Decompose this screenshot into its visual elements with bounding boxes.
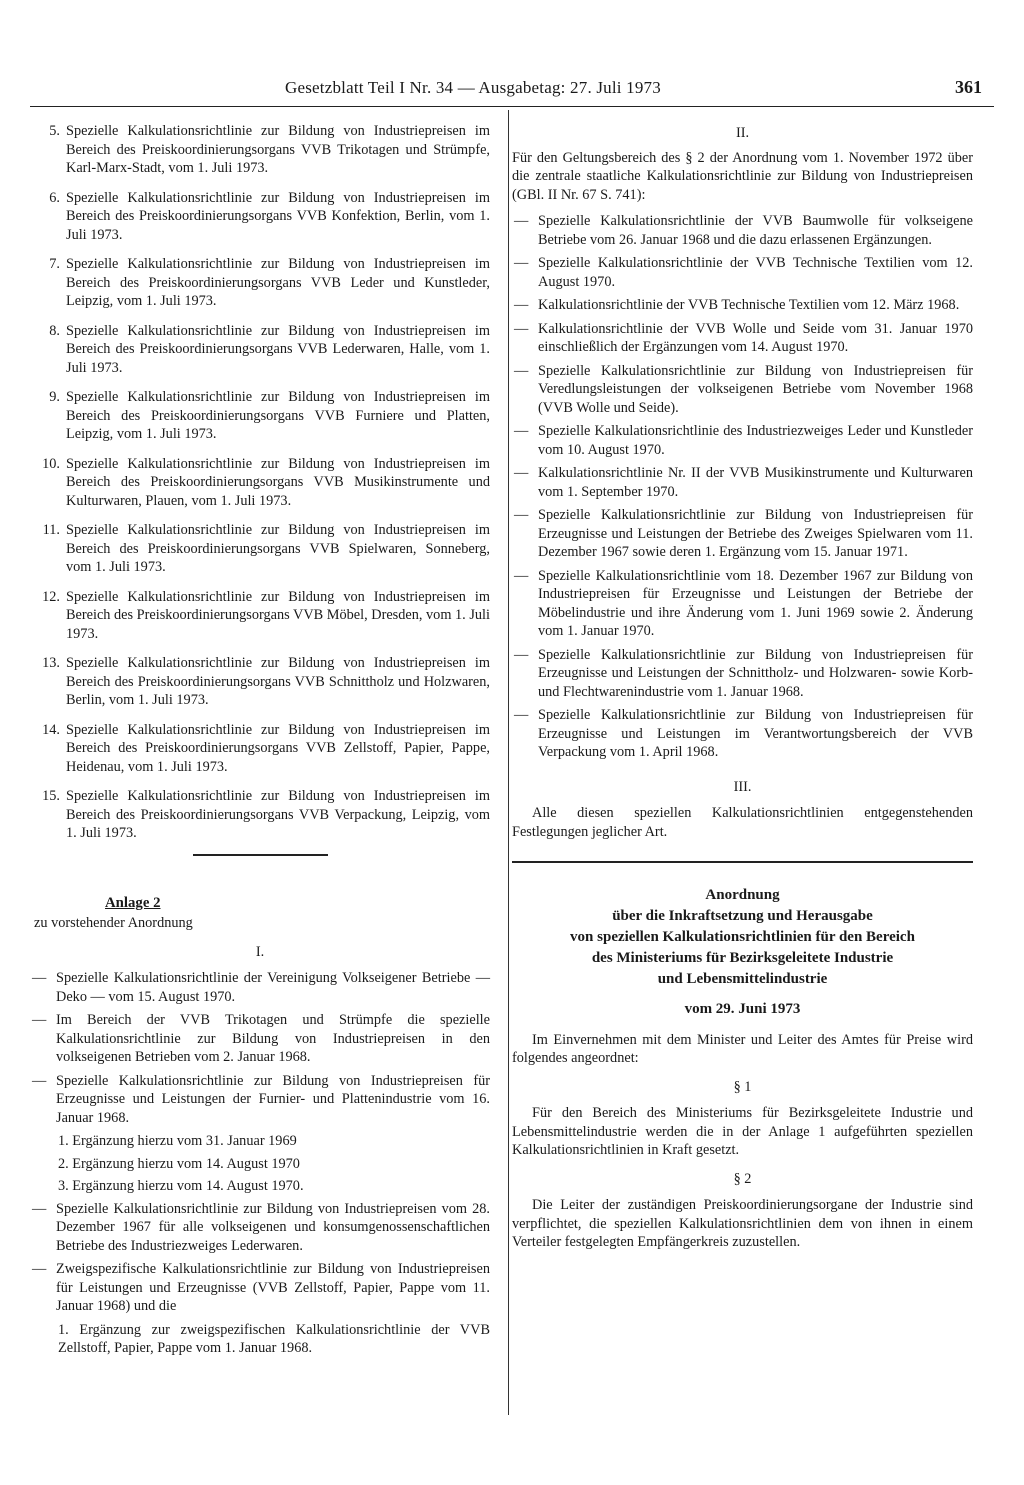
list-item [30,189,490,245]
right-column [512,122,973,1258]
paragraph-2-text: Die Leiter der zuständigen Preiskoordinierungsorgane der Industrie sind verpflichtet, die speziellen Kalkulationsrichtlinien dem von ihnen in einem Verteiler festgelegten Empfängerkreis zuzustellen. [512,1197,973,1250]
list-item: — Zweigspezifische Kalkulationsrichtlinie zur Bildung von Industriepreisen für Leistungen und Erzeugnisse (VVB Zellstoff, Papier, Pappe vom 11. Januar 1968) und die [32,1261,490,1314]
item-text: Im Bereich der VVB Trikotagen und Strümpfe die spezielle Kalkulationsrichtlinie zur Bildung von Industriepreisen in den volkseigenen Betrieben vom 2. Januar 1968. [56,1012,490,1065]
sub-item: 1. Ergänzung hierzu vom 31. Januar 1969 [58,1133,297,1149]
item-text: Spezielle Kalkulationsrichtlinie des Industriezweiges Leder und Kunstleder vom 10. August 1970. [538,423,973,458]
document-date: vom 29. Juni 1973 [684,1001,801,1017]
item-text: Spezielle Kalkulationsrichtlinie zur Bildung von Industriepreisen im Bereich des Preiskoordinierungsorgans VVB Schnittholz und Holzwaren, Berlin, vom 1. Juli 1973. [66,655,490,708]
section-iii-text: Alle diesen speziellen Kalkulationsrichtlinien entgegenstehenden Festlegungen jeglicher Art. [512,805,973,840]
section-heading-i: I. [255,943,265,960]
column-divider [508,110,509,1415]
item-text: Spezielle Kalkulationsrichtlinie zur Bildung von Industriepreisen für Erzeugnisse und Leistungen der Schnittholz- und Holzwaren- sowie Korb- und Flechtwarenindustrie vom 1. Januar 1968. [538,646,973,700]
item-text: Spezielle Kalkulationsrichtlinie der VVB Baumwolle für volkseigene Betriebe vom 26. Januar 1968 und die dazu erlassenen Ergänzungen. [538,213,973,248]
list-item [30,787,490,843]
title-line: von speziellen Kalkulationsrichtlinien für den Bereich [570,929,915,945]
item-text: Spezielle Kalkulationsrichtlinie zur Bildung von Industriepreisen für Erzeugnisse und Leistungen der Betriebe des Zweiges Spielwaren vom 11. Dezember 1967 sowie deren 1. Ergänzung vom 15. Januar 1971. [538,507,973,560]
sub-item: 1. Ergänzung zur zweigspezifischen Kalkulationsrichtlinie der VVB Zellstoff, Papier, Pappe vom 1. Januar 1968. [58,1321,490,1356]
list-item [30,654,490,710]
item-text: Spezielle Kalkulationsrichtlinie vom 18. Dezember 1967 zur Bildung von Industriepreisen für Erzeugnisse und Leistungen der Betriebe der Möbelindustrie und ihre Änderung vom 1. Juni 1969 sowie 2. Änderung vom 1. Januar 1970. [538,567,973,639]
item-text: Kalkulationsrichtlinie der VVB Technische Textilien vom 12. März 1968. [538,297,960,313]
item-text: Spezielle Kalkulationsrichtlinie zur Bildung von Industriepreisen vom 28. Dezember 1967 für alle volkseigenen und konsumgenossenschaftlichen Betriebe des Industriezweiges Lederwaren. [56,1200,490,1254]
list-item: — Spezielle Kalkulationsrichtlinie zur Bildung von Industriepreisen für Veredlungsleistungen der volkseigenen Betriebe vom November 1968 (VVB Wolle und Seide). [514,362,973,416]
item-number: 8. [49,322,60,339]
list-item: — Kalkulationsrichtlinie Nr. II der VVB Musikinstrumente und Kulturwaren vom 1. September 1970. [514,465,973,500]
item-text: Spezielle Kalkulationsrichtlinie der Vereinigung Volkseigener Betriebe — Deko — vom 15. August 1970. [56,970,490,1005]
list-item: — Spezielle Kalkulationsrichtlinie der VVB Baumwolle für volkseigene Betriebe vom 26. Januar 1968 und die dazu erlassenen Ergänzungen. [514,213,973,248]
page-number: 361 [955,77,982,97]
page-header [30,70,994,107]
list-item: — Im Bereich der VVB Trikotagen und Strümpfe die spezielle Kalkulationsrichtlinie zur Bildung von Industriepreisen in den volkseigenen Betrieben vom 2. Januar 1968. [32,1012,490,1065]
item-number: 15. [42,788,60,804]
item-text: Spezielle Kalkulationsrichtlinie zur Bildung von Industriepreisen im Bereich des Preiskoordinierungsorgans VVB Lederwaren, Halle, vom 1. Juli 1973. [66,322,490,376]
anlage-title: Anlage 2 [105,894,161,911]
item-number: 7. [49,256,60,272]
item-text: Spezielle Kalkulationsrichtlinie zur Bildung von Industriepreisen im Bereich des Preiskoordinierungsorgans VVB Musikinstrumente und Kulturwaren, Plauen, vom 1. Juli 1973. [66,455,490,509]
title-line: und Lebensmittelindustrie [657,971,828,987]
item-text: Kalkulationsrichtlinie Nr. II der VVB Musikinstrumente und Kulturwaren vom 1. September 1970. [538,465,973,500]
preamble: Im Einvernehmen mit dem Minister und Leiter des Amtes für Preise wird folgendes angeordnet: [512,1031,973,1066]
document-title [512,885,973,990]
anlage-subtitle: zu vorstehender Anordnung [34,915,193,931]
item-text: Spezielle Kalkulationsrichtlinie zur Bildung von Industriepreisen im Bereich des Preiskoordinierungsorgans VVB Konfektion, Berlin, vom 1. Juli 1973. [66,189,490,243]
section-rule [512,861,973,863]
list-item: — Spezielle Kalkulationsrichtlinie zur Bildung von Industriepreisen für Erzeugnisse und Leistungen im Verantwortungsbereich der VVB Verpackung vom 1. April 1968. [514,707,973,760]
list-item: — Spezielle Kalkulationsrichtlinie zur Bildung von Industriepreisen für Erzeugnisse und Leistungen der Betriebe des Zweiges Spielwaren vom 11. Dezember 1967 sowie deren 1. Ergänzung vom 15. Januar 1971. [514,507,973,560]
paragraph-label-1: § 1 [733,1078,752,1095]
item-text: Spezielle Kalkulationsrichtlinie zur Bildung von Industriepreisen im Bereich des Preiskoordinierungsorgans VVB Zellstoff, Papier, Pappe, Heidenau, vom 1. Juli 1973. [66,721,490,775]
item-text: Spezielle Kalkulationsrichtlinie der VVB Technische Textilien vom 12. August 1970. [538,255,973,290]
item-text: Kalkulationsrichtlinie der VVB Wolle und Seide vom 31. Januar 1970 einschließlich der Ergänzungen vom 14. August 1970. [538,320,973,355]
list-item: — Spezielle Kalkulationsrichtlinie der VVB Technische Textilien vom 12. August 1970. [514,255,973,290]
paragraph-1-text: Für den Bereich des Ministeriums für Bezirksgeleitete Industrie und Lebensmittelindustrie werden die in der Anlage 1 aufgeführten speziellen Kalkulationsrichtlinien in Kraft gesetzt. [512,1105,973,1158]
intro-paragraph: Für den Geltungsbereich des § 2 der Anordnung vom 1. November 1972 über die zentrale staatliche Kalkulationsrichtlinie zur Bildung von Industriepreisen (GBl. II Nr. 67 S. 741): [512,149,973,203]
item-number: 14. [42,721,60,738]
list-item: — Spezielle Kalkulationsrichtlinie vom 18. Dezember 1967 zur Bildung von Industriepreisen für Erzeugnisse und Leistungen der Betriebe der Möbelindustrie und ihre Änderung vom 1. Juni 1969 sowie 2. Änderung vom 1. Januar 1970. [514,567,973,639]
title-line: über die Inkraftsetzung und Herausgabe [612,908,873,924]
item-text: Spezielle Kalkulationsrichtlinie zur Bildung von Industriepreisen im Bereich des Preiskoordinierungsorgans VVB Spielwaren, Sonneberg, vom 1. Juli 1973. [66,522,490,575]
item-number: 13. [42,655,60,671]
section-heading-ii: II. [735,125,750,141]
list-item: — Spezielle Kalkulationsrichtlinie zur Bildung von Industriepreisen vom 28. Dezember 1967 für alle volkseigenen und konsumgenossenschaftlichen Betriebe des Industriezweiges Lederwaren. [32,1200,490,1254]
list-item [30,521,490,577]
list-item [30,322,490,378]
list-item [30,588,490,644]
list-item: — Kalkulationsrichtlinie der VVB Wolle und Seide vom 31. Januar 1970 einschließlich der Ergänzungen vom 14. August 1970. [514,320,973,355]
item-text: Spezielle Kalkulationsrichtlinie zur Bildung von Industriepreisen im Bereich des Preiskoordinierungsorgans VVB Trikotagen und Strümpfe, Karl-Marx-Stadt, vom 1. Juli 1973. [66,123,490,176]
list-item [30,255,490,311]
list-item: — Spezielle Kalkulationsrichtlinie zur Bildung von Industriepreisen für Erzeugnisse und Leistungen der Schnittholz- und Holzwaren- sowie Korb- und Flechtwarenindustrie vom 1. Januar 1968. [514,646,973,700]
item-text: Spezielle Kalkulationsrichtlinie zur Bildung von Industriepreisen für Erzeugnisse und Leistungen der Furnier- und Plattenindustrie vom 16. Januar 1968. [56,1072,490,1126]
item-text: Spezielle Kalkulationsrichtlinie zur Bildung von Industriepreisen im Bereich des Preiskoordinierungsorgans VVB Verpackung, Leipzig, vom 1. Juli 1973. [66,788,490,841]
list-item [30,388,490,444]
section-heading-iii: III. [733,778,752,795]
list-item [30,721,490,777]
list-item [30,122,490,178]
item-number: 11. [42,522,60,538]
list-item: — Spezielle Kalkulationsrichtlinie der Vereinigung Volkseigener Betriebe — Deko — vom 15. August 1970. [32,970,490,1005]
item-number: 12. [42,588,60,605]
section-rule [193,854,328,856]
item-number: 10. [42,455,60,472]
sub-item: 2. Ergänzung hierzu vom 14. August 1970 [58,1155,300,1172]
title-line: des Ministeriums für Bezirksgeleitete Industrie [591,950,894,966]
list-item: — Kalkulationsrichtlinie der VVB Technische Textilien vom 12. März 1968. [512,296,973,315]
list-item: — Spezielle Kalkulationsrichtlinie des Industriezweiges Leder und Kunstleder vom 10. August 1970. [514,423,973,458]
title-line: Anordnung [705,887,780,903]
item-number: 5. [49,123,60,139]
item-number: 9. [49,389,60,405]
item-text: Spezielle Kalkulationsrichtlinie zur Bildung von Industriepreisen im Bereich des Preiskoordinierungsorgans VVB Leder und Kunstleder, Leipzig, vom 1. Juli 1973. [66,256,490,309]
item-number: 6. [49,189,60,206]
header-title: Gesetzblatt Teil I Nr. 34 — Ausgabetag: 27. Juli 1973 [285,78,661,97]
item-text: Spezielle Kalkulationsrichtlinie zur Bildung von Industriepreisen im Bereich des Preiskoordinierungsorgans VVB Furniere und Platten, Leipzig, vom 1. Juli 1973. [66,389,490,442]
left-column [30,122,490,1362]
item-text: Spezielle Kalkulationsrichtlinie zur Bildung von Industriepreisen für Erzeugnisse und Leistungen im Verantwortungsbereich der VVB Verpackung vom 1. April 1968. [538,707,973,760]
list-item: — Spezielle Kalkulationsrichtlinie zur Bildung von Industriepreisen für Erzeugnisse und Leistungen der Furnier- und Plattenindustrie vom 16. Januar 1968. [32,1072,490,1126]
item-text: Zweigspezifische Kalkulationsrichtlinie zur Bildung von Industriepreisen für Leistungen und Erzeugnisse (VVB Zellstoff, Papier, Pappe vom 11. Januar 1968) und die [56,1261,490,1314]
paragraph-label-2: § 2 [733,1170,752,1187]
list-item [30,455,490,511]
sub-item: 3. Ergänzung hierzu vom 14. August 1970. [58,1178,304,1194]
item-text: Spezielle Kalkulationsrichtlinie zur Bildung von Industriepreisen im Bereich des Preiskoordinierungsorgans VVB Möbel, Dresden, vom 1. Juli 1973. [66,588,490,642]
item-text: Spezielle Kalkulationsrichtlinie zur Bildung von Industriepreisen für Veredlungsleistungen der volkseigenen Betriebe vom November 1968 (VVB Wolle und Seide). [538,362,973,416]
